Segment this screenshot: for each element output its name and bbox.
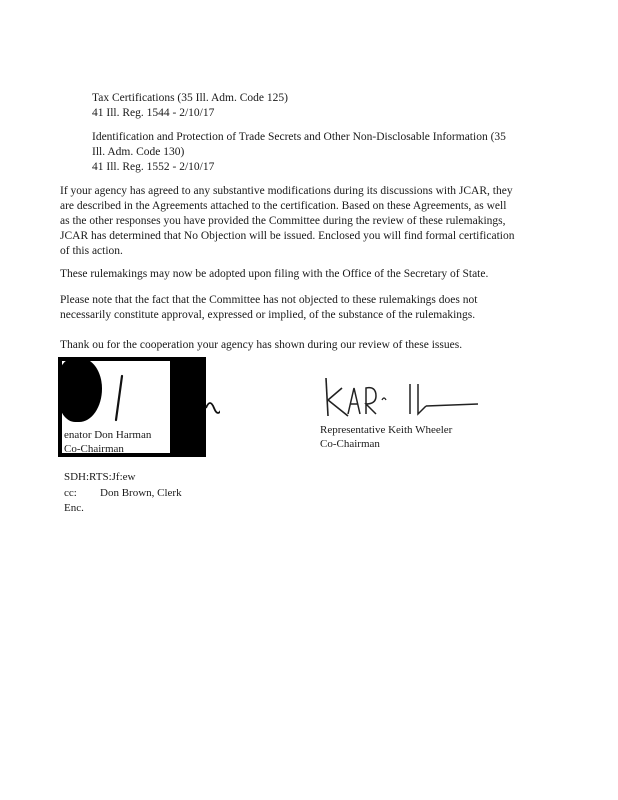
rule-2-title-line2: Ill. Adm. Code 130) <box>92 146 185 158</box>
para-1-line-2: are described in the Agreements attached to the certification. Based on these Agreements, as well <box>60 200 507 212</box>
right-signature-mark <box>318 370 488 424</box>
left-signatory-title: Co-Chairman <box>64 443 124 455</box>
rule-1-title: Tax Certifications (35 Ill. Adm. Code 125) <box>92 92 288 104</box>
para-3-line-1: Please note that the fact that the Committee has not objected to these rulemakings does not <box>60 294 478 306</box>
para-4: Thank ou for the cooperation your agency has shown during our review of these issues. <box>60 339 463 351</box>
para-2: These rulemakings may now be adopted upon filing with the Office of the Secretary of State. <box>60 268 489 280</box>
rule-2-reg: 41 Ill. Reg. 1552 - 2/10/17 <box>92 161 215 173</box>
para-1-line-5: of this action. <box>60 245 123 257</box>
para-1-line-3: as the other responses you have provided the Committee during the review of these rulemakings, <box>60 215 506 227</box>
right-signatory-name: Representative Keith Wheeler <box>320 424 453 436</box>
left-signature-mark <box>100 368 220 428</box>
rule-1-reg: 41 Ill. Reg. 1544 - 2/10/17 <box>92 107 215 119</box>
para-3-line-2: necessarily constitute approval, expressed or implied, of the substance of the rulemakings. <box>60 309 476 321</box>
initials: SDH:RTS:Jf:ew <box>64 471 136 483</box>
enclosure: Enc. <box>64 502 84 514</box>
left-signatory-name: enator Don Harman <box>64 429 152 441</box>
para-1-line-4: JCAR has determined that No Objection will be issued. Enclosed you will find formal certification <box>60 230 515 242</box>
para-1-line-1: If your agency has agreed to any substantive modifications during its discussions with JCAR, they <box>60 185 513 197</box>
cc-label: cc: <box>64 487 77 499</box>
rule-2-title-line1: Identification and Protection of Trade Secrets and Other Non-Disclosable Information (35 <box>92 131 506 143</box>
cc-recipient: Don Brown, Clerk <box>100 487 182 499</box>
right-signatory-title: Co-Chairman <box>320 438 380 450</box>
